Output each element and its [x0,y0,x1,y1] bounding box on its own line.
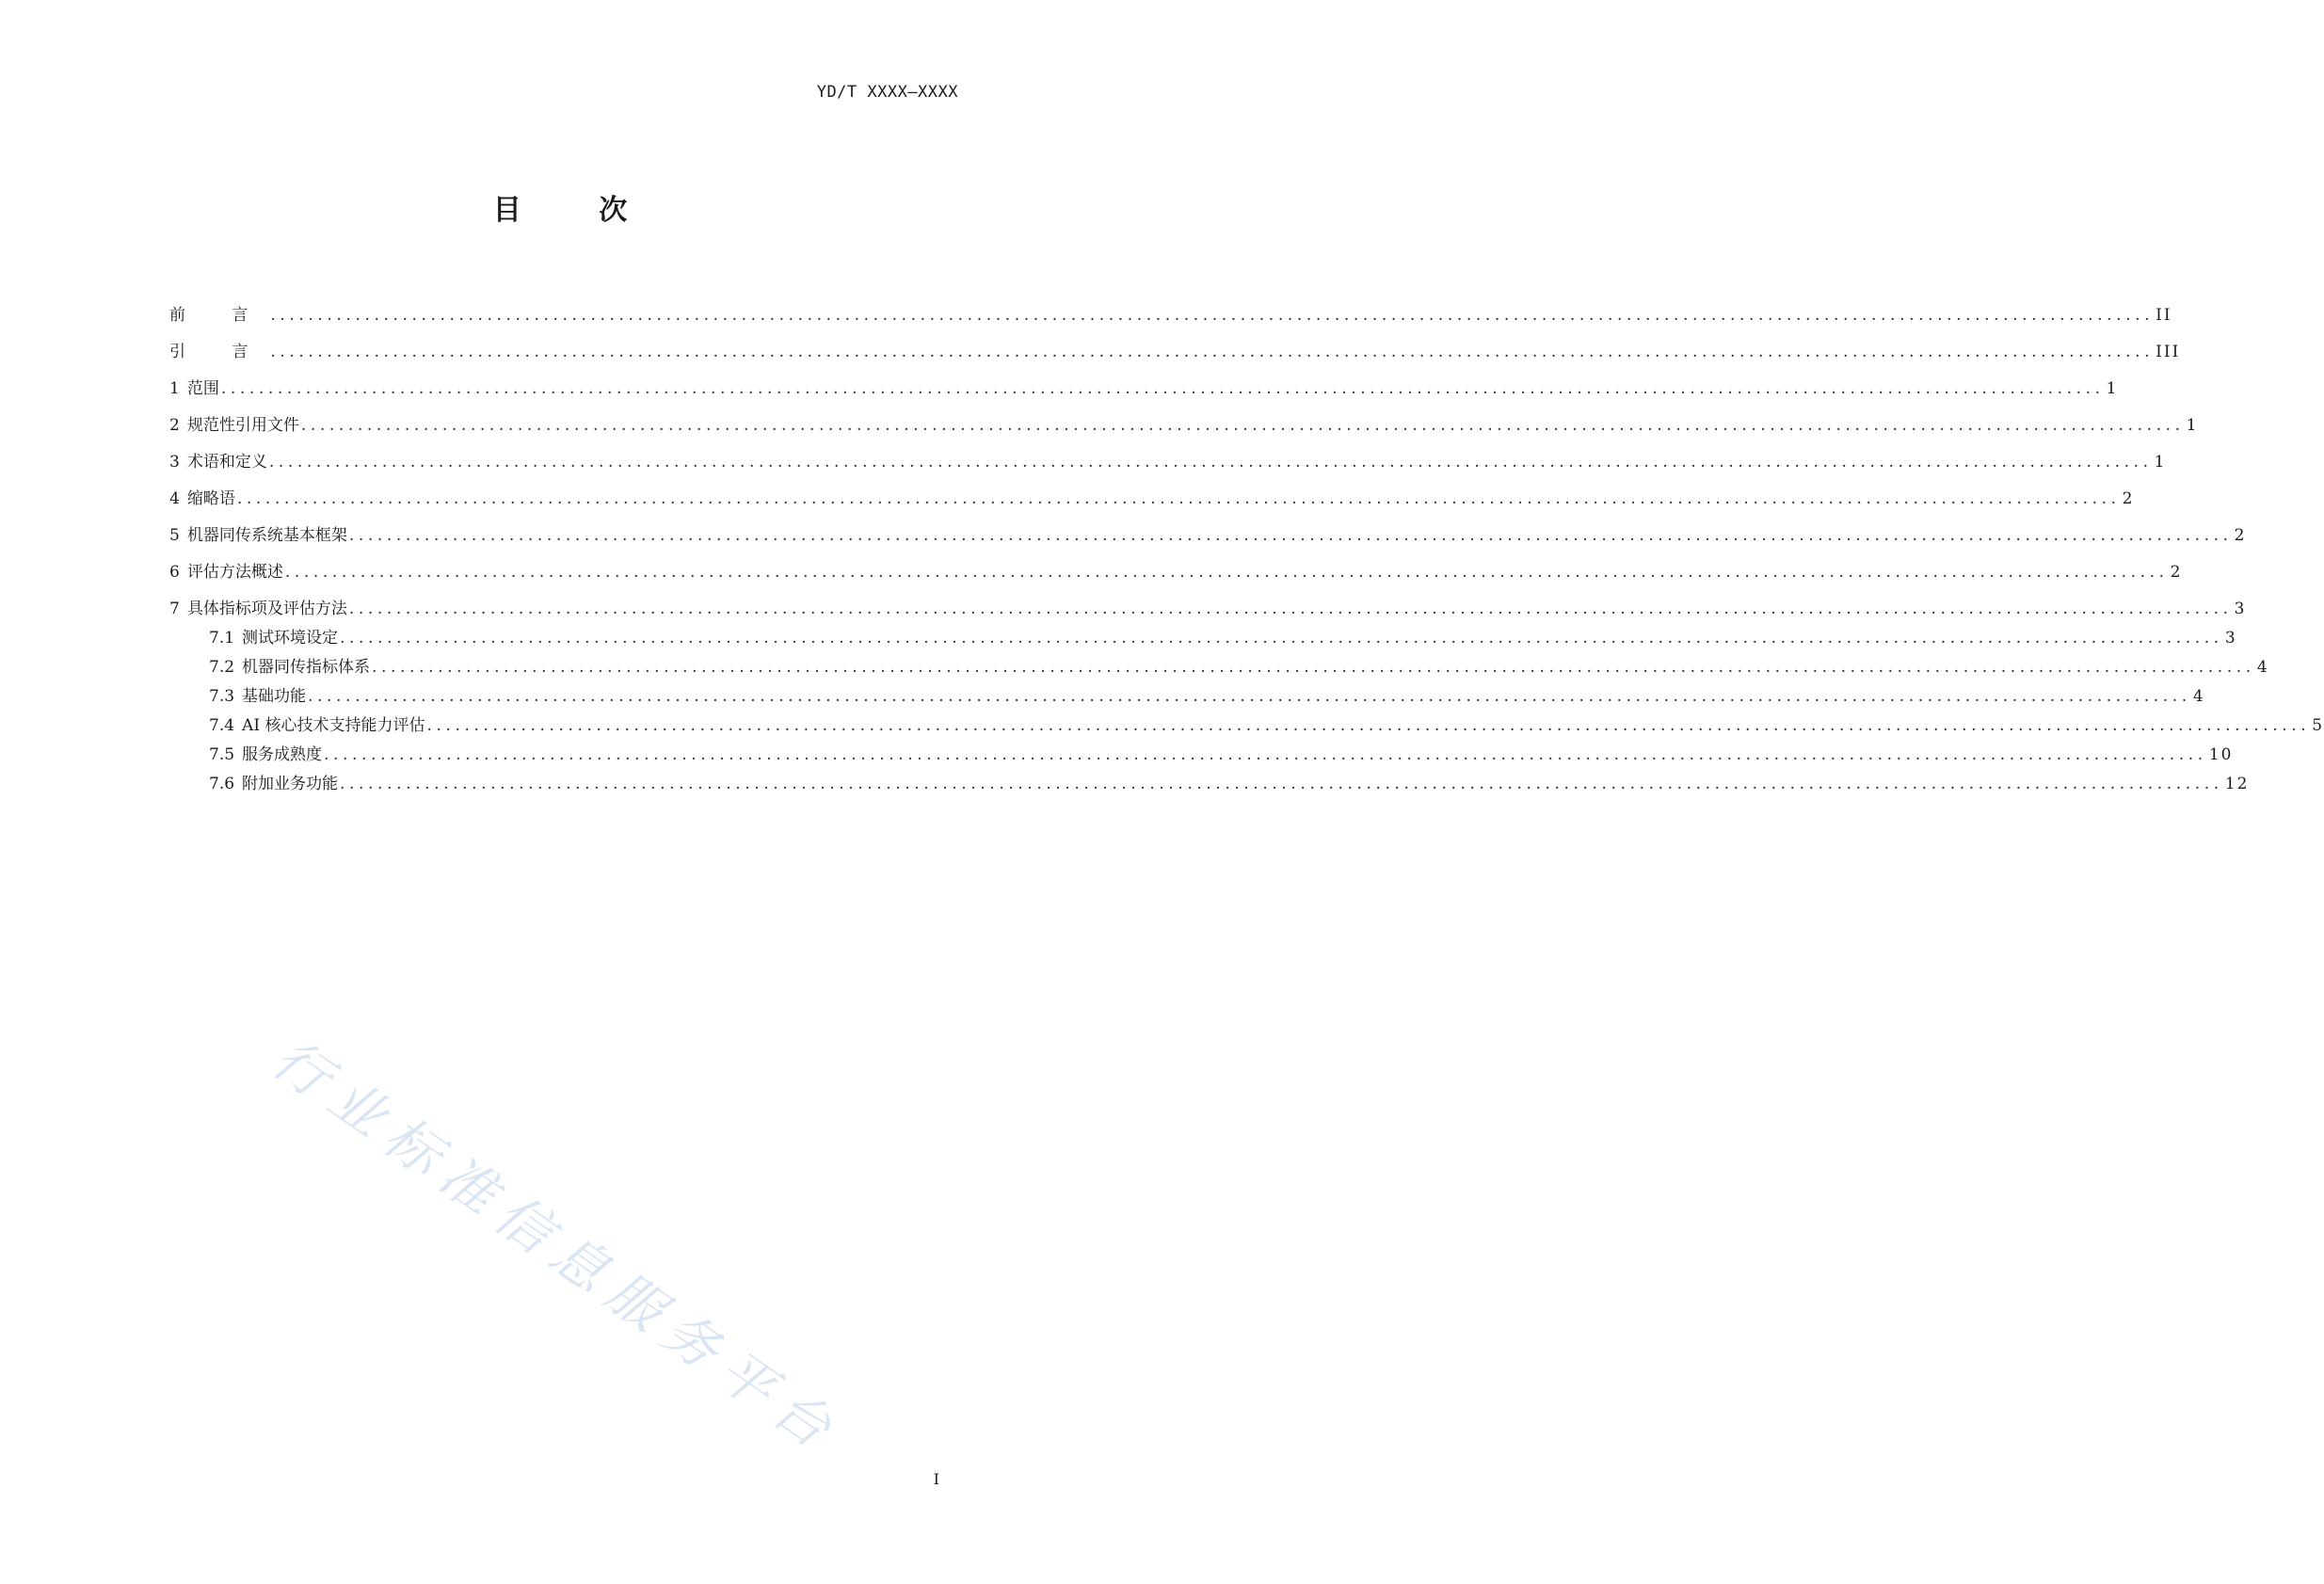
toc-entry-number: 7.4 [209,716,235,735]
toc-entry-text: AI 核心技术支持能力评估 [242,716,425,735]
dot-leader: ........................................................................................................................................................................................................ [324,745,2207,764]
toc-entry-text: 具体指标项及评估方法 [186,600,347,618]
toc-page-number: II [2156,306,2172,325]
toc-entry-text: 附加业务功能 [242,775,339,793]
toc-entry-label [209,682,306,712]
toc-page-number: 5 [2312,716,2324,735]
toc-page-number: 1 [2106,379,2119,398]
toc-entry-number: 5 [169,526,180,545]
toc-page-number: 10 [2208,745,2234,764]
toc-subentry-indicator-system[interactable] [169,653,2269,682]
toc-entry-text: 术语和定义 [186,453,267,472]
toc-entry-number: 4 [169,489,180,508]
toc-entry-label: 前 言 [169,306,269,325]
dot-leader: ........................................................................................................................................................................................................ [372,658,2255,677]
dot-leader: ........................................................................................................................................................................................................ [340,629,2223,648]
dot-leader: ........................................................................................................................................................................................................ [308,687,2191,706]
toc-entry-text: 基础功能 [242,687,307,706]
dot-leader: ........................................................................................................................................................................................................ [300,416,2185,435]
toc-entry-text: 服务成熟度 [242,745,323,764]
dot-leader: ........................................................................................................................................................................................................ [284,563,2169,582]
dot-leader: ........................................................................................................................................................................................................ [270,343,2155,361]
toc-entry-foreword[interactable] [169,297,2172,334]
dot-leader: ........................................................................................................................................................................................................ [348,526,2233,545]
toc-entry-number: 3 [169,453,180,472]
dot-leader: ........................................................................................................................................................................................................ [236,489,2121,508]
toc-page-number: 12 [2224,775,2250,793]
toc-entry-text: 机器同传系统基本框架 [186,526,347,545]
toc-entry-indicators-methods[interactable] [169,591,2247,628]
toc-subentry-service-maturity[interactable] [169,741,2234,770]
toc-entry-label: 引 言 [169,343,269,361]
toc-entry-label [169,444,267,481]
toc-entry-label [169,408,299,444]
toc-subentry-ai-core-tech[interactable] [169,712,2324,741]
toc-subentry-test-environment[interactable] [169,624,2237,653]
toc-entry-number: 7.6 [209,775,235,793]
toc-title: 目 次 [492,194,662,227]
toc-entry-label [209,741,322,770]
toc-page-number: 4 [2256,658,2269,677]
toc-entry-text: 范围 [186,379,219,398]
toc-entry-label [169,518,347,554]
document-code: YD/T XXXX—XXXX [816,83,958,102]
toc-page-number: III [2156,343,2181,361]
toc-page-number: 2 [2234,526,2247,545]
toc-page-number: 3 [2224,629,2237,648]
toc-entry-label [209,653,370,682]
toc-entry-text: 缩略语 [186,489,235,508]
toc-entry-text: 评估方法概述 [186,563,283,582]
toc-entry-normative-references[interactable] [169,408,2199,444]
toc-entry-number: 7.2 [209,658,235,677]
toc-entry-abbreviations[interactable] [169,481,2135,518]
toc-entry-text: 机器同传指标体系 [242,658,371,677]
page-number: I [933,1470,939,1488]
toc-entry-system-framework[interactable] [169,518,2247,554]
watermark: 行业标准信息服务平台 [261,1026,854,1467]
toc-entry-introduction[interactable] [169,334,2181,371]
toc-entry-label [169,554,283,591]
toc-subentry-additional-functions[interactable] [169,770,2250,799]
toc-entry-number: 6 [169,563,180,582]
toc-entry-label [209,624,338,653]
toc-page-number: 3 [2234,600,2247,618]
toc-entry-label [169,481,235,518]
toc-entry-label [209,770,338,799]
toc-entry-number: 7 [169,600,180,618]
toc-entry-terms-definitions[interactable] [169,444,2167,481]
toc-entry-scope[interactable] [169,371,2119,408]
dot-leader: ........................................................................................................................................................................................................ [220,379,2105,398]
toc-entry-label [169,371,219,408]
dot-leader: ........................................................................................................................................................................................................ [270,306,2155,325]
dot-leader: ........................................................................................................................................................................................................ [348,600,2233,618]
dot-leader: ........................................................................................................................................................................................................ [426,716,2311,735]
toc-page-number: 2 [2122,489,2135,508]
toc-page-number: 1 [2154,453,2167,472]
toc-entry-number: 2 [169,416,180,435]
table-of-contents [169,297,2324,799]
toc-entry-text: 测试环境设定 [242,629,339,648]
toc-entry-number: 7.3 [209,687,235,706]
toc-page-number: 4 [2192,687,2205,706]
toc-entry-text: 规范性引用文件 [186,416,299,435]
toc-subentry-basic-functions[interactable] [169,682,2205,712]
dot-leader: ........................................................................................................................................................................................................ [340,775,2223,793]
toc-entry-number: 1 [169,379,180,398]
toc-entry-evaluation-overview[interactable] [169,554,2183,591]
toc-entry-label [209,712,425,741]
toc-entry-number: 7.1 [209,629,235,648]
toc-page-number: 2 [2170,563,2183,582]
toc-page-number: 1 [2186,416,2199,435]
toc-entry-number: 7.5 [209,745,235,764]
dot-leader: ........................................................................................................................................................................................................ [268,453,2153,472]
toc-entry-label [169,591,347,628]
